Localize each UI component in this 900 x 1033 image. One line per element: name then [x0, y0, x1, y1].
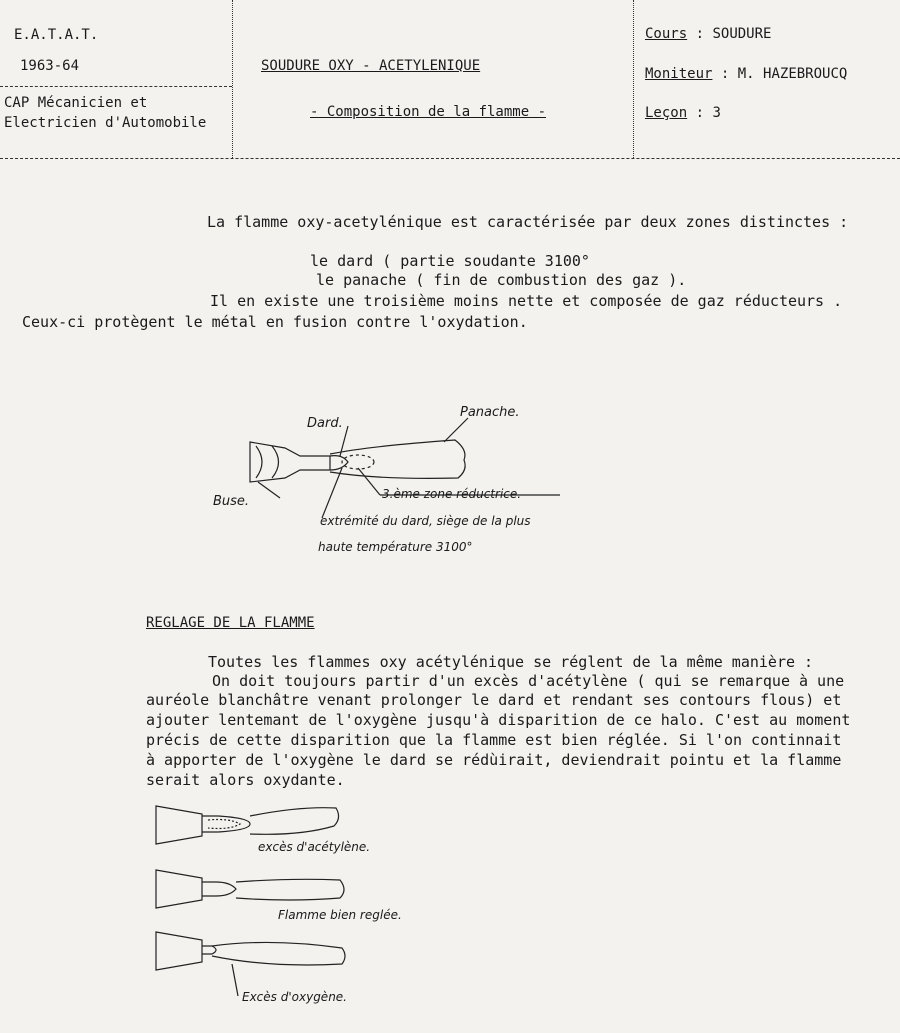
intro-line-5: Ceux-ci protègent le métal en fusion contre l'oxydation.: [22, 313, 528, 331]
moniteur-field: [645, 66, 847, 82]
reglage-line-4: ajouter lentemant de l'oxygène jusqu'à disparition de ce halo. C'est au moment: [146, 711, 851, 729]
cours-colon: :: [695, 26, 705, 42]
intro-line-4: Il en existe une troisième moins nette et composée de gaz réducteurs .: [210, 292, 843, 310]
label-buse: Buse.: [213, 494, 250, 509]
label-well-adjusted: Flamme bien reglée.: [278, 908, 402, 922]
reglage-heading: REGLAGE DE LA FLAMME: [146, 615, 315, 631]
reglage-line-1: Toutes les flammes oxy acétylénique se réglent de la même manière :: [208, 653, 814, 671]
intro-line-2: le dard ( partie soudante 3100°: [310, 252, 590, 270]
school-name: E.A.T.A.T.: [14, 27, 99, 43]
subject-subtitle-text: - Composition de la flamme -: [310, 104, 547, 120]
header-bottom-rule: [0, 158, 900, 159]
reglage-line-5: précis de cette disparition que la flamme est bien réglée. Si l'on continnait: [146, 731, 842, 749]
lecon-value: 3: [712, 105, 721, 121]
label-oxygen-excess: Excès d'oxygène.: [242, 990, 347, 1004]
moniteur-value: M. HAZEBROUCQ: [737, 66, 848, 82]
moniteur-colon: :: [720, 66, 730, 82]
course-line-2: Electricien d'Automobile: [4, 115, 207, 131]
label-extremite-1: extrémité du dard, siège de la plus: [320, 514, 531, 528]
label-acetylene-excess: excès d'acétylène.: [258, 840, 371, 854]
label-extremite-2: haute température 3100°: [318, 540, 473, 554]
subject-title: SOUDURE OXY - ACETYLENIQUE: [261, 58, 481, 74]
moniteur-label: Moniteur: [645, 66, 713, 82]
reglage-line-6: à apporter de l'oxygène le dard se rédùirait, deviendrait pointu et la flamme: [146, 751, 842, 769]
cours-value: SOUDURE: [712, 26, 772, 42]
label-zone-reductrice: 3.ème zone réductrice.: [382, 487, 522, 501]
flame-oxygen-excess: [150, 924, 360, 984]
intro-line-1: La flamme oxy-acetylénique est caractérisée par deux zones distinctes :: [207, 213, 849, 231]
lecon-colon: :: [695, 105, 705, 121]
label-panache: Panache.: [460, 405, 520, 420]
school-year: 1963-64: [20, 58, 80, 74]
cours-field: [645, 26, 771, 42]
reglage-line-2: On doit toujours partir d'un excès d'acétylène ( qui se remarque à une: [212, 672, 845, 690]
reglage-line-7: serait alors oxydante.: [146, 771, 345, 789]
header-divider-right: [633, 0, 634, 158]
course-line-1: CAP Mécanicien et: [4, 95, 148, 111]
lecon-field: [645, 105, 721, 121]
header-divider-left: [232, 0, 233, 158]
cours-label: Cours: [645, 26, 688, 42]
lecon-label: Leçon: [645, 105, 688, 121]
subject-subtitle: [310, 104, 546, 120]
intro-line-3: le panache ( fin de combustion des gaz ).: [316, 271, 687, 289]
label-dard: Dard.: [307, 416, 343, 431]
header-left-rule: [0, 86, 232, 87]
reglage-line-3: auréole blanchâtre venant prolonger le dard et rendant ses contours flous) et: [146, 691, 842, 709]
